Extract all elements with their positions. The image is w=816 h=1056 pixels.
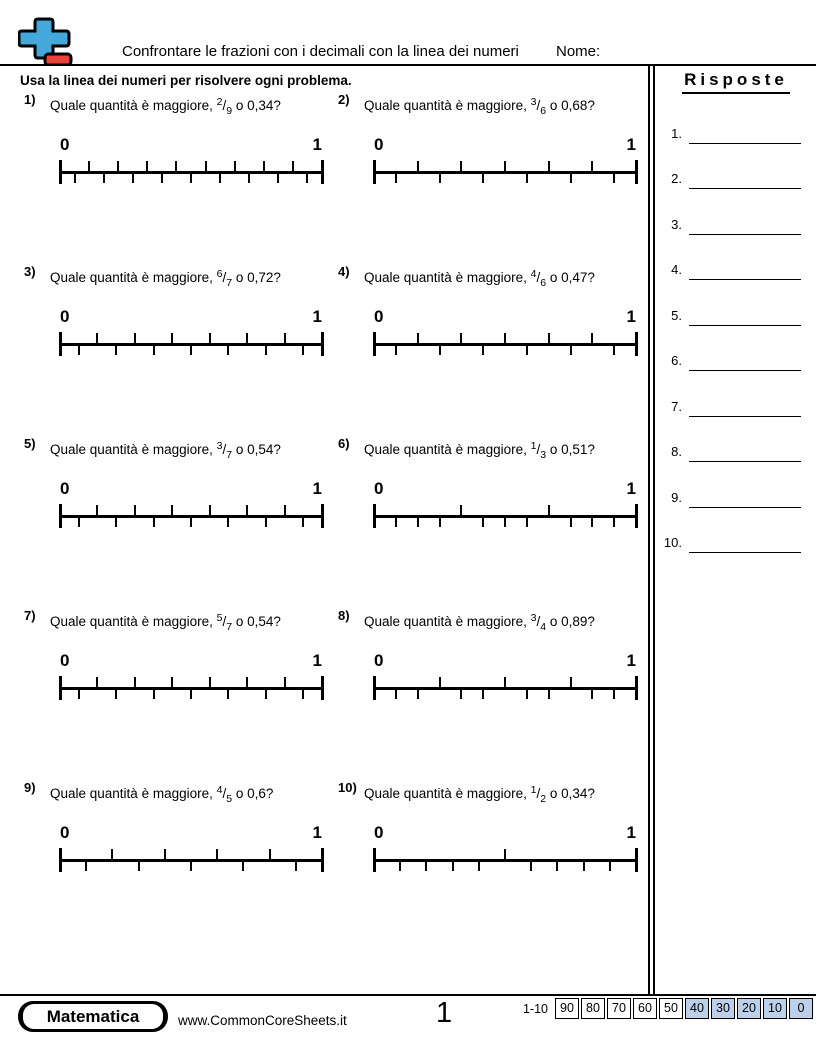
- problem-question: Quale quantità è maggiore, $^4/_5$ o 0,6?: [50, 784, 274, 805]
- fraction: $^2/_9$: [216, 96, 233, 117]
- numberline-half-tick: [425, 861, 427, 871]
- numberline-fraction-tick: [96, 505, 98, 515]
- problem-question: Quale quantità è maggiore, $^3/_7$ o 0,54?: [50, 440, 281, 461]
- numberline-fraction-tick: [504, 333, 506, 343]
- numberline-end-tick: [373, 332, 376, 356]
- answers-header: [656, 70, 816, 94]
- problem-9: [24, 780, 330, 872]
- numberline-end-tick: [59, 848, 62, 872]
- numberline-half-tick: [153, 517, 155, 527]
- numberline-half-tick: [115, 517, 117, 527]
- problem-number: 5): [24, 436, 36, 451]
- numberline-fraction-tick: [591, 161, 593, 171]
- numberline-fraction-tick: [209, 333, 211, 343]
- fraction: $^1/_3$: [530, 440, 547, 461]
- numberline-half-tick: [439, 173, 441, 183]
- fraction: $^4/_6$: [530, 268, 547, 289]
- fraction: $^1/_2$: [530, 784, 547, 805]
- answer-blank-line[interactable]: [689, 171, 801, 189]
- numberline-half-tick: [613, 517, 615, 527]
- numberline-half-tick: [530, 861, 532, 871]
- number-line: [374, 332, 636, 356]
- numberline-half-tick: [591, 517, 593, 527]
- numberline-half-tick: [504, 517, 506, 527]
- page-title: Confrontare le frazioni con i decimali con la linea dei numeri: [122, 43, 519, 60]
- numberline-one-label: 1: [312, 823, 322, 842]
- problem-question: Quale quantità è maggiore, $^1/_2$ o 0,34?: [364, 784, 595, 805]
- numberline-half-tick: [395, 517, 397, 527]
- numberline-labels: [374, 135, 636, 155]
- numberline-fraction-tick: [209, 505, 211, 515]
- score-table: [523, 998, 813, 1019]
- problem-6: [338, 436, 644, 528]
- numberline-zero-label: 0: [374, 479, 384, 498]
- numberline-half-tick: [526, 689, 528, 699]
- numberline-half-tick: [295, 861, 297, 871]
- numberline-half-tick: [613, 345, 615, 355]
- numberline-end-tick: [321, 332, 324, 356]
- answer-blank-line[interactable]: [689, 535, 801, 553]
- score-cell: 40: [685, 998, 709, 1019]
- numberline-fraction-tick: [284, 677, 286, 687]
- numberline-half-tick: [277, 173, 279, 183]
- numberline-half-tick: [591, 689, 593, 699]
- numberline-fraction-tick: [263, 161, 265, 171]
- numberline-half-tick: [302, 689, 304, 699]
- numberline-end-tick: [59, 504, 62, 528]
- numberline-fraction-tick: [292, 161, 294, 171]
- number-line: [60, 332, 322, 356]
- problem-number: 6): [338, 436, 350, 451]
- numberline-fraction-tick: [591, 333, 593, 343]
- problem-number: 2): [338, 92, 350, 107]
- numberline-zero-label: 0: [374, 135, 384, 154]
- number-line: [60, 504, 322, 528]
- numberline-one-label: 1: [312, 135, 322, 154]
- numberline-half-tick: [306, 173, 308, 183]
- numberline-fraction-tick: [96, 677, 98, 687]
- numberline-half-tick: [190, 173, 192, 183]
- numberline-labels: [60, 479, 322, 499]
- score-cell: 80: [581, 998, 605, 1019]
- numberline-half-tick: [439, 345, 441, 355]
- numberline-half-tick: [153, 345, 155, 355]
- numberline-fraction-tick: [111, 849, 113, 859]
- answer-blank-line[interactable]: [689, 308, 801, 326]
- numberline-fraction-tick: [284, 333, 286, 343]
- numberline-half-tick: [265, 517, 267, 527]
- numberline-end-tick: [321, 160, 324, 184]
- numberline-end-tick: [59, 160, 62, 184]
- numberline-half-tick: [190, 861, 192, 871]
- numberline-half-tick: [460, 689, 462, 699]
- numberline-half-tick: [482, 173, 484, 183]
- number-line: [60, 676, 322, 700]
- numberline-fraction-tick: [246, 505, 248, 515]
- number-line: [374, 504, 636, 528]
- numberline-end-tick: [321, 676, 324, 700]
- numberline-fraction-tick: [234, 161, 236, 171]
- numberline-half-tick: [190, 517, 192, 527]
- numberline-half-tick: [78, 517, 80, 527]
- answer-blank-line[interactable]: [689, 126, 801, 144]
- numberline-half-tick: [570, 345, 572, 355]
- numberline-one-label: 1: [312, 479, 322, 498]
- numberline-half-tick: [115, 689, 117, 699]
- score-cell: 10: [763, 998, 787, 1019]
- score-cell: 0: [789, 998, 813, 1019]
- answer-row-4: [656, 262, 806, 280]
- website-text: www.CommonCoreSheets.it: [178, 1013, 347, 1028]
- numberline-fraction-tick: [88, 161, 90, 171]
- numberline-end-tick: [635, 332, 638, 356]
- name-label: Nome:: [556, 43, 601, 60]
- numberline-half-tick: [417, 517, 419, 527]
- numberline-end-tick: [321, 848, 324, 872]
- numberline-one-label: 1: [312, 307, 322, 326]
- numberline-fraction-tick: [246, 677, 248, 687]
- problem-number: 4): [338, 264, 350, 279]
- numberline-half-tick: [395, 689, 397, 699]
- numberline-half-tick: [417, 689, 419, 699]
- number-line: [374, 848, 636, 872]
- answer-number: 5.: [671, 308, 682, 323]
- problem-question: Quale quantità è maggiore, $^3/_4$ o 0,89?: [364, 612, 595, 633]
- problem-question: Quale quantità è maggiore, $^6/_7$ o 0,72?: [50, 268, 281, 289]
- numberline-half-tick: [78, 689, 80, 699]
- numberline-fraction-tick: [205, 161, 207, 171]
- numberline-fraction-tick: [460, 505, 462, 515]
- numberline-labels: [374, 823, 636, 843]
- numberline-labels: [374, 307, 636, 327]
- numberline-end-tick: [373, 160, 376, 184]
- numberline-fraction-tick: [504, 677, 506, 687]
- numberline-zero-label: 0: [60, 823, 70, 842]
- numberline-end-tick: [635, 676, 638, 700]
- numberline-fraction-tick: [171, 505, 173, 515]
- numberline-half-tick: [526, 345, 528, 355]
- problem-question: Quale quantità è maggiore, $^5/_7$ o 0,54?: [50, 612, 281, 633]
- numberline-end-tick: [321, 504, 324, 528]
- problem-4: [338, 264, 644, 356]
- numberline-fraction-tick: [460, 333, 462, 343]
- numberline-end-tick: [59, 676, 62, 700]
- numberline-fraction-tick: [417, 333, 419, 343]
- number-line: [60, 848, 322, 872]
- answer-row-6: [656, 353, 806, 371]
- numberline-half-tick: [103, 173, 105, 183]
- numberline-half-tick: [613, 689, 615, 699]
- numberline-labels: [60, 135, 322, 155]
- plus-minus-logo-icon: [18, 16, 74, 66]
- numberline-zero-label: 0: [60, 651, 70, 670]
- problem-question: Quale quantità è maggiore, $^1/_3$ o 0,51?: [364, 440, 595, 461]
- numberline-one-label: 1: [312, 651, 322, 670]
- brand-label: Matematica: [23, 1004, 163, 1029]
- problem-number: 8): [338, 608, 350, 623]
- numberline-fraction-tick: [417, 161, 419, 171]
- numberline-fraction-tick: [504, 849, 506, 859]
- problem-number: 3): [24, 264, 36, 279]
- numberline-half-tick: [399, 861, 401, 871]
- numberline-fraction-tick: [269, 849, 271, 859]
- problem-8: [338, 608, 644, 700]
- numberline-one-label: 1: [626, 135, 636, 154]
- score-cell: 90: [555, 998, 579, 1019]
- problem-question: Quale quantità è maggiore, $^3/_6$ o 0,68?: [364, 96, 595, 117]
- numberline-labels: [60, 651, 322, 671]
- numberline-zero-label: 0: [60, 479, 70, 498]
- numberline-fraction-tick: [171, 677, 173, 687]
- numberline-half-tick: [478, 861, 480, 871]
- numberline-one-label: 1: [626, 307, 636, 326]
- numberline-labels: [374, 651, 636, 671]
- numberline-half-tick: [570, 517, 572, 527]
- number-line: [374, 160, 636, 184]
- numberline-zero-label: 0: [374, 651, 384, 670]
- fraction: $^4/_5$: [216, 784, 233, 805]
- numberline-labels: [60, 823, 322, 843]
- answer-number: 6.: [671, 353, 682, 368]
- answer-number: 9.: [671, 490, 682, 505]
- problem-number: 1): [24, 92, 36, 107]
- numberline-labels: [374, 479, 636, 499]
- problem-10: [338, 780, 644, 872]
- answer-row-8: [656, 444, 806, 462]
- numberline-zero-label: 0: [60, 307, 70, 326]
- numberline-fraction-tick: [548, 333, 550, 343]
- numberline-end-tick: [635, 848, 638, 872]
- numberline-zero-label: 0: [374, 823, 384, 842]
- problem-7: [24, 608, 330, 700]
- number-line: [374, 676, 636, 700]
- numberline-half-tick: [526, 517, 528, 527]
- numberline-fraction-tick: [146, 161, 148, 171]
- brand-badge: [18, 1001, 168, 1032]
- numberline-half-tick: [526, 173, 528, 183]
- numberline-half-tick: [452, 861, 454, 871]
- numberline-fraction-tick: [284, 505, 286, 515]
- numberline-half-tick: [85, 861, 87, 871]
- fraction: $^5/_7$: [216, 612, 233, 633]
- numberline-end-tick: [373, 504, 376, 528]
- numberline-fraction-tick: [460, 161, 462, 171]
- answer-number: 10.: [663, 535, 682, 550]
- numberline-one-label: 1: [626, 823, 636, 842]
- problem-number: 7): [24, 608, 36, 623]
- numberline-half-tick: [395, 345, 397, 355]
- numberline-half-tick: [265, 689, 267, 699]
- numberline-half-tick: [132, 173, 134, 183]
- numberline-fraction-tick: [134, 505, 136, 515]
- score-cell: 60: [633, 998, 657, 1019]
- problem-5: [24, 436, 330, 528]
- numberline-end-tick: [635, 504, 638, 528]
- fraction: $^3/_7$: [216, 440, 233, 461]
- answer-number: 4.: [671, 262, 682, 277]
- answer-number: 2.: [671, 171, 682, 186]
- numberline-half-tick: [138, 861, 140, 871]
- page-number: 1: [436, 997, 453, 1029]
- numberline-zero-label: 0: [60, 135, 70, 154]
- score-cell: 50: [659, 998, 683, 1019]
- numberline-labels: [60, 307, 322, 327]
- numberline-end-tick: [373, 848, 376, 872]
- numberline-half-tick: [242, 861, 244, 871]
- numberline-end-tick: [373, 676, 376, 700]
- numberline-half-tick: [482, 345, 484, 355]
- numberline-half-tick: [78, 345, 80, 355]
- score-cell: 20: [737, 998, 761, 1019]
- numberline-fraction-tick: [209, 677, 211, 687]
- numberline-half-tick: [227, 345, 229, 355]
- answers-title: Risposte: [682, 70, 790, 94]
- numberline-half-tick: [190, 345, 192, 355]
- header-divider: [0, 64, 816, 66]
- numberline-half-tick: [609, 861, 611, 871]
- numberline-fraction-tick: [216, 849, 218, 859]
- score-cell: 30: [711, 998, 735, 1019]
- problem-number: 10): [338, 780, 357, 795]
- answer-row-1: [656, 126, 806, 144]
- numberline-fraction-tick: [439, 677, 441, 687]
- problem-question: Quale quantità è maggiore, $^4/_6$ o 0,47?: [364, 268, 595, 289]
- answer-row-9: [656, 490, 806, 508]
- numberline-fraction-tick: [171, 333, 173, 343]
- numberline-half-tick: [74, 173, 76, 183]
- numberline-half-tick: [482, 689, 484, 699]
- problem-3: [24, 264, 330, 356]
- answer-number: 1.: [671, 126, 682, 141]
- numberline-half-tick: [227, 517, 229, 527]
- numberline-fraction-tick: [117, 161, 119, 171]
- numberline-half-tick: [248, 173, 250, 183]
- numberline-half-tick: [302, 517, 304, 527]
- numberline-fraction-tick: [548, 161, 550, 171]
- numberline-half-tick: [190, 689, 192, 699]
- answer-blank-line[interactable]: [689, 262, 801, 280]
- answer-row-10: [656, 535, 806, 553]
- footer: [0, 994, 816, 1056]
- numberline-half-tick: [556, 861, 558, 871]
- numberline-fraction-tick: [134, 333, 136, 343]
- answer-row-3: [656, 217, 806, 235]
- answer-blank-line[interactable]: [689, 444, 801, 462]
- numberline-fraction-tick: [175, 161, 177, 171]
- answer-row-2: [656, 171, 806, 189]
- problem-2: [338, 92, 644, 184]
- numberline-half-tick: [227, 689, 229, 699]
- fraction: $^6/_7$: [216, 268, 233, 289]
- content-answers-divider: [648, 66, 655, 994]
- numberline-fraction-tick: [96, 333, 98, 343]
- numberline-half-tick: [302, 345, 304, 355]
- problem-number: 9): [24, 780, 36, 795]
- answer-row-7: [656, 399, 806, 417]
- numberline-half-tick: [395, 173, 397, 183]
- answer-row-5: [656, 308, 806, 326]
- numberline-half-tick: [161, 173, 163, 183]
- numberline-half-tick: [570, 173, 572, 183]
- numberline-fraction-tick: [134, 677, 136, 687]
- numberline-fraction-tick: [164, 849, 166, 859]
- numberline-end-tick: [59, 332, 62, 356]
- numberline-fraction-tick: [548, 505, 550, 515]
- score-cell: 70: [607, 998, 631, 1019]
- score-range-label: 1-10: [522, 1001, 548, 1016]
- answer-blank-line[interactable]: [689, 399, 801, 417]
- numberline-one-label: 1: [626, 651, 636, 670]
- problem-1: [24, 92, 330, 184]
- numberline-half-tick: [583, 861, 585, 871]
- numberline-half-tick: [115, 345, 117, 355]
- answer-blank-line[interactable]: [689, 353, 801, 371]
- instruction-text: Usa la linea dei numeri per risolvere ogni problema.: [20, 73, 352, 88]
- numberline-zero-label: 0: [374, 307, 384, 326]
- numberline-half-tick: [265, 345, 267, 355]
- number-line: [60, 160, 322, 184]
- answer-blank-line[interactable]: [689, 490, 801, 508]
- problem-question: Quale quantità è maggiore, $^2/_9$ o 0,34?: [50, 96, 281, 117]
- answer-blank-line[interactable]: [689, 217, 801, 235]
- answer-number: 7.: [671, 399, 682, 414]
- numberline-half-tick: [439, 517, 441, 527]
- numberline-fraction-tick: [570, 677, 572, 687]
- numberline-end-tick: [635, 160, 638, 184]
- numberline-half-tick: [219, 173, 221, 183]
- numberline-half-tick: [153, 689, 155, 699]
- numberline-half-tick: [613, 173, 615, 183]
- numberline-half-tick: [482, 517, 484, 527]
- fraction: $^3/_6$: [530, 96, 547, 117]
- fraction: $^3/_4$: [530, 612, 547, 633]
- answer-number: 3.: [671, 217, 682, 232]
- numberline-fraction-tick: [246, 333, 248, 343]
- numberline-fraction-tick: [504, 161, 506, 171]
- numberline-one-label: 1: [626, 479, 636, 498]
- numberline-half-tick: [548, 689, 550, 699]
- answer-number: 8.: [671, 444, 682, 459]
